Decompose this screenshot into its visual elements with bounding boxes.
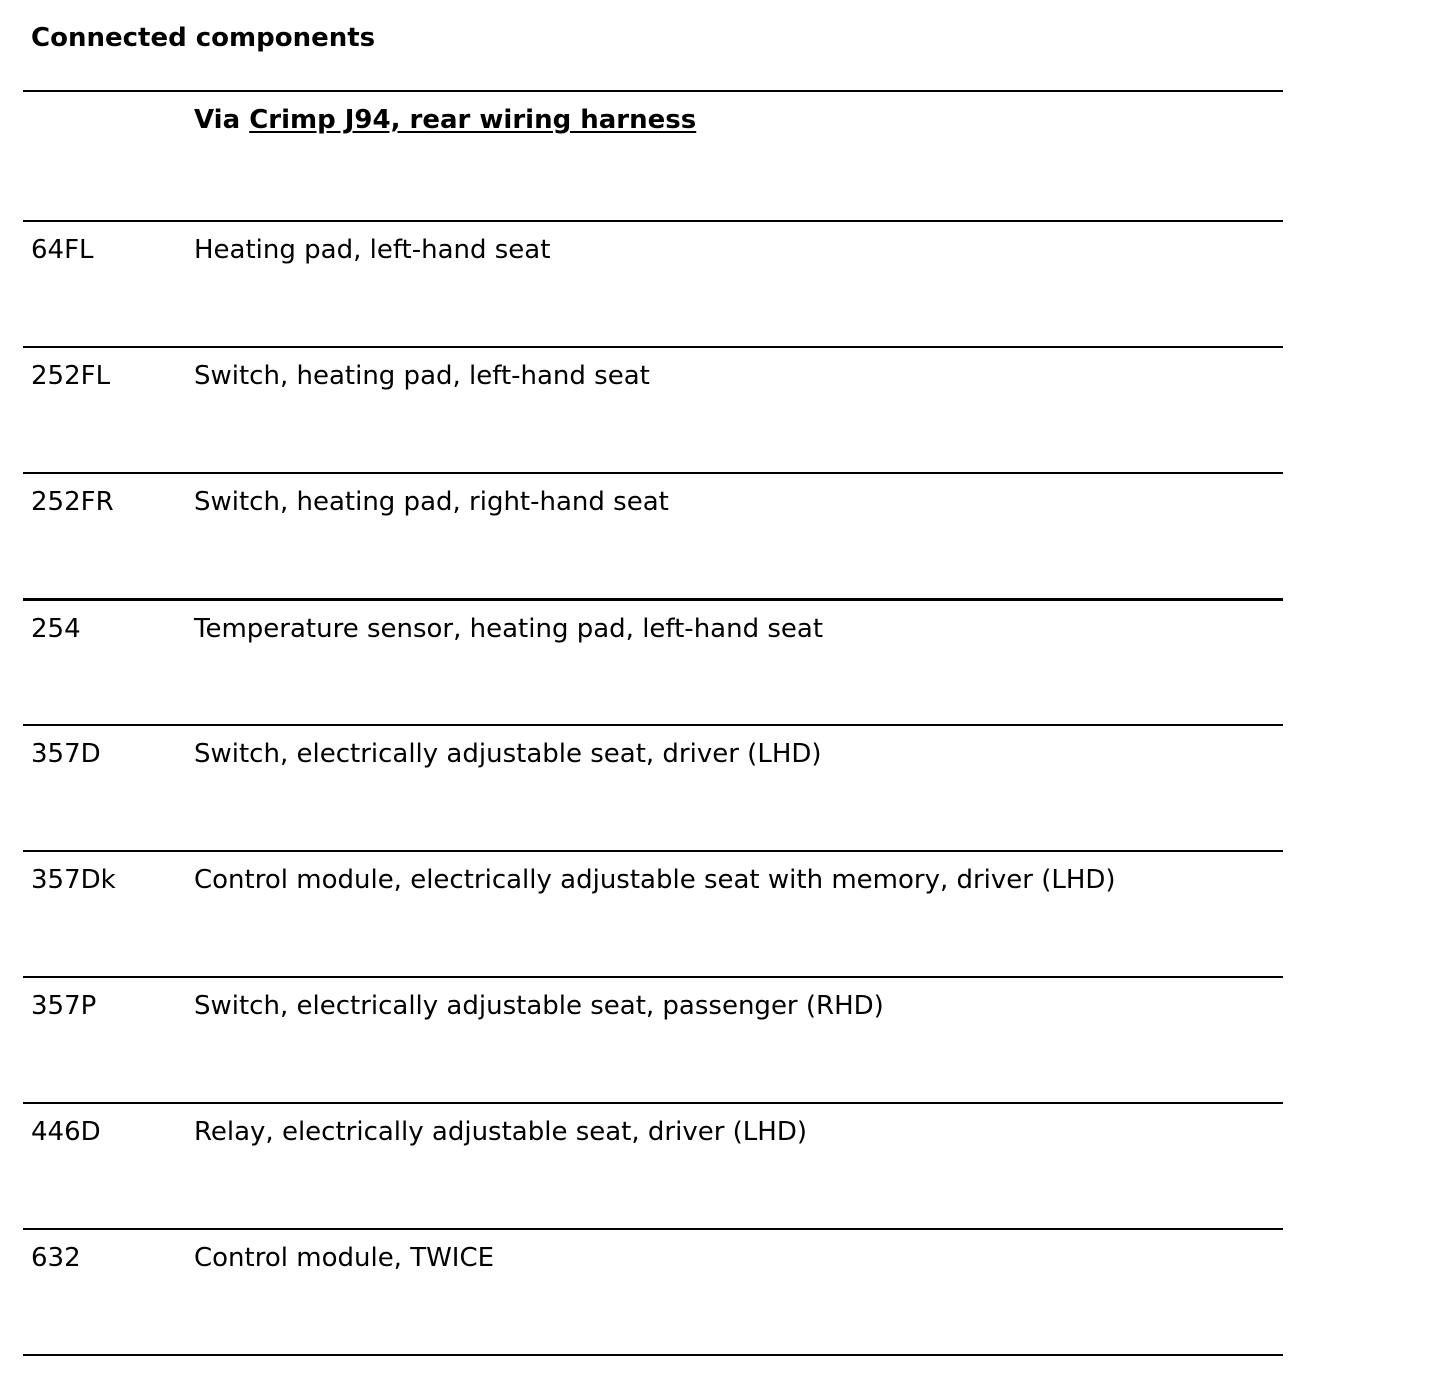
table-row [23, 976, 1283, 1102]
component-description: Relay, electrically adjustable seat, driver (LHD) [194, 1117, 808, 1147]
table-row [23, 220, 1283, 346]
component-description: Switch, electrically adjustable seat, driver (LHD) [194, 739, 822, 769]
component-description: Switch, electrically adjustable seat, passenger (RHD) [194, 991, 884, 1021]
table-row [23, 472, 1283, 598]
component-code: 357P [31, 991, 97, 1021]
table-bottom-rule [23, 1354, 1283, 1356]
header-cell [194, 104, 696, 136]
table-row [23, 1102, 1283, 1228]
page-title: Connected components [31, 23, 376, 53]
component-code: 254 [31, 614, 81, 644]
table-header-row [23, 90, 1283, 220]
component-code: 446D [31, 1117, 101, 1147]
crimp-link[interactable]: Crimp J94, rear wiring harness [249, 105, 697, 135]
component-code: 252FR [31, 487, 114, 517]
component-description: Control module, TWICE [194, 1243, 495, 1273]
table-row [23, 850, 1283, 976]
component-description: Temperature sensor, heating pad, left-hand seat [194, 614, 824, 644]
components-table [23, 90, 1283, 1356]
component-code: 632 [31, 1243, 81, 1273]
table-row [23, 346, 1283, 472]
component-description: Switch, heating pad, right-hand seat [194, 487, 669, 517]
component-code: 64FL [31, 235, 94, 265]
component-code: 252FL [31, 361, 111, 391]
header-prefix: Via [194, 105, 241, 135]
table-row [23, 598, 1283, 724]
component-code: 357Dk [31, 865, 116, 895]
table-row [23, 1228, 1283, 1354]
component-code: 357D [31, 739, 101, 769]
component-description: Heating pad, left-hand seat [194, 235, 551, 265]
table-row [23, 724, 1283, 850]
component-description: Control module, electrically adjustable seat with memory, driver (LHD) [194, 865, 1116, 895]
component-description: Switch, heating pad, left-hand seat [194, 361, 650, 391]
